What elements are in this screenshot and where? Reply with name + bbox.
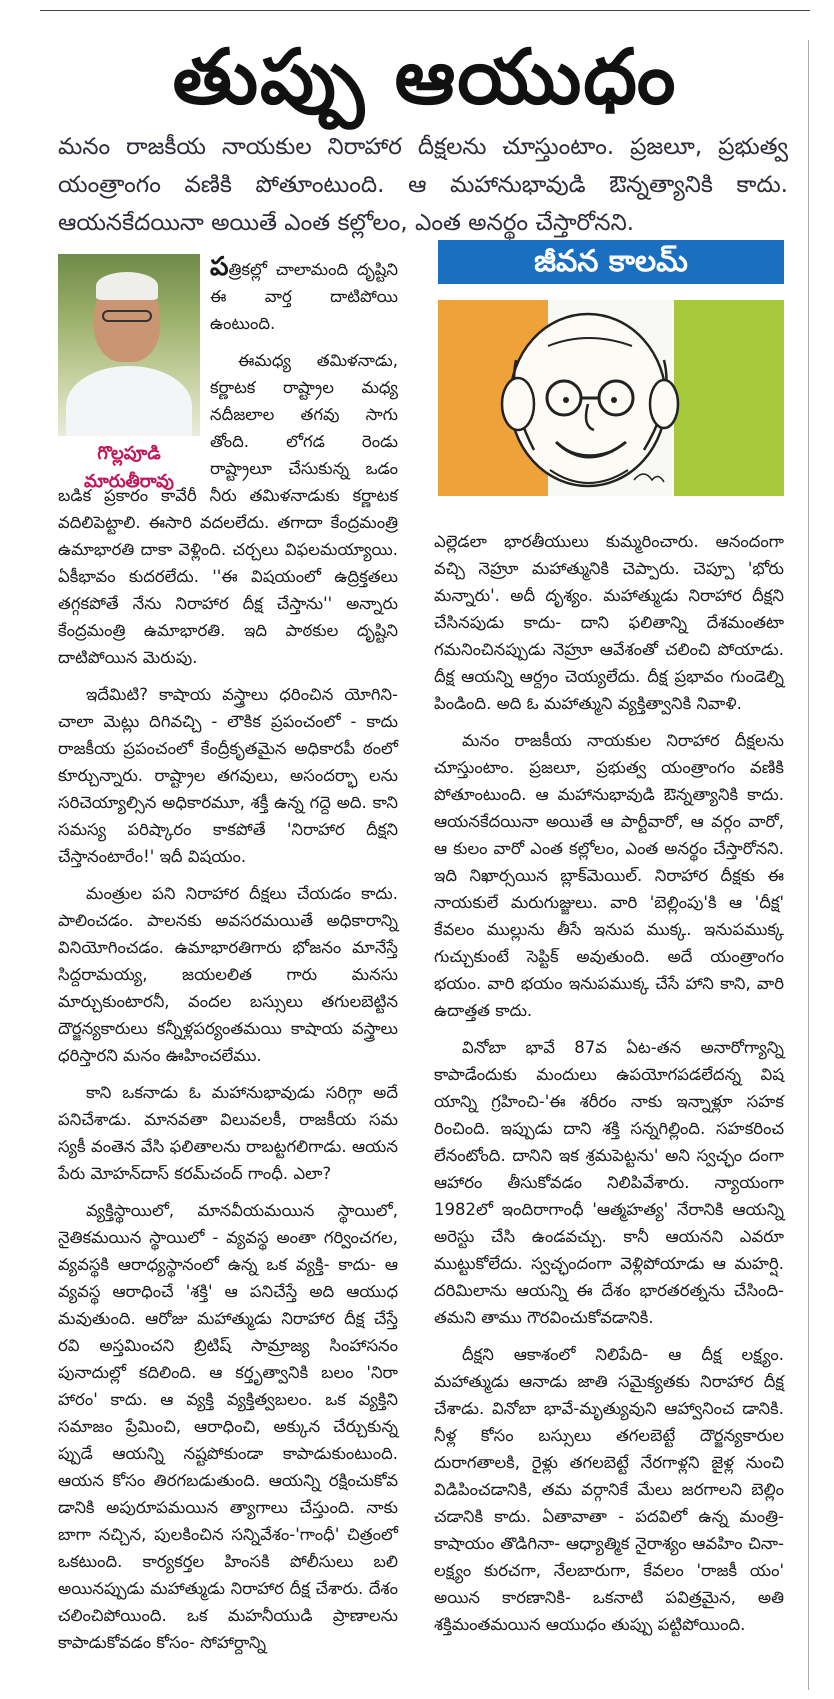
paragraph-2: ఈమధ్య తమిళనాడు, కర్ణాటక రాష్ట్రాల మధ్య నదీజలాల తగవు సాగు తోంది. లోగడ రెండు రాష్ట్రాలూ చేసుకున్న ఒడం బడిక ప్రకారం కావేరీ నీరు తమిళనాడుకు కర్ణాటక వదిలిపెట్టాలి. ఈసారి వదలలేదు. తగాదా కేంద్రమంత్రి ఉమాభారతి దాకా వెళ్లింది. చర్చలు విఫలమయ్యాయి. ఏకీభావం కుదరలేదు. ''ఈ విషయంలో ఉద్రిక్తతలు తగ్గకపోతే నేను నిరాహార దీక్ష చేస్తాను'' అన్నారు కేంద్రమంత్రి ఉమాభారతి. ఇది పాఠకుల దృష్టిని దాటిపోయిన మెరుపు.	[58, 351, 398, 667]
paragraph-4: మంత్రుల పని నిరాహార దీక్షలు చేయడం కాదు. పాలించడం. పాలనకు అవసరమయితే అధికారాన్ని వినియోగించడం. ఉమాభారతిగారు భోజనం మానేస్తే సిద్దరామయ్య, జయలలిత గారు మనసు మార్చుకుంటారనీ, వందల బస్సులు తగులబెట్టిన దౌర్జన్యకారులు కన్నీళ్లపర్యంతమయి కాషాయ వస్త్రాలు ధరిస్తారని మనం ఊహించలేము.	[58, 884, 398, 1065]
drop-cap: ప	[210, 252, 229, 282]
paragraph-3: ఇదేమిటి? కాషాయ వస్త్రాలు ధరించిన యోగిని- చాలా మెట్లు దిగివచ్చి - లౌకిక ప్రపంచంలో - కాదు రాజకీయ ప్రపంచంలో కేంద్రీకృతమైన అధికారపీ ఠంలో కూర్చున్నారు. రాష్ట్రాల తగవులు, అసందర్భా లను సరిచెయ్యాల్సిన అధికారమూ, శక్తీ ఉన్న గద్దె అది. కాని సమస్య పరిష్కారం కాకపోతే 'నిరాహార దీక్షని చేస్తానంటారేం!' ఇదీ విషయం.	[58, 685, 398, 866]
author-name-line2: మారుతీరావు	[83, 471, 175, 492]
column-title-banner: జీవన కాలమ్	[438, 240, 784, 284]
paragraph-8: మనం రాజకీయ నాయకుల నిరాహార దీక్షలను చూస్తుంటాం. ప్రజలూ, ప్రభుత్వ యంత్రాంగం వణికి పోతూంటుంది. ఆ మహానుభావుడి ఔన్నత్యానికి కాదు. ఆయనకేదయినా అయితే ఆ పార్టీవారో, ఆ వర్గం వారో, ఆ కులం వారో ఎంత కల్లోలం, ఎంత అనర్థం చేస్తారోనని. ఇది నిఖార్సయిన బ్లాక్‌మెయిల్. నిరాహార దీక్షకు ఈ నాయకులే మరుగుజ్జులు. వారి 'బెల్లింపు'కి ఆ 'దీక్ష' కేవలం ముల్లును తీసే ఇనుప ముక్క. ఇనుపముక్క గుచ్చుకుంటే సెప్టిక్ అవుతుంది. అదే యంత్రాంగం భయం. వారి భయం ఇనుపముక్క చేసే హాని కాని, వారి ఉదాత్తత కాదు.	[434, 731, 784, 1020]
paragraph-6: వ్యక్తిస్థాయిలో, మానవీయమయిన స్థాయిలో, నైతికమయిన స్థాయిలో - వ్యవస్థ అంతా గర్వించగల, వ్యవస్థకి ఆరాధ్యస్థానంలో ఉన్న ఒక వ్యక్తి- కాదు- ఆ వ్యవస్థ ఆరాధించే 'శక్తి' ఆ పనిచేస్తే అది ఆయుధ మవుతుంది. ఆరోజు మహాత్ముడు నిరాహార దీక్ష చేస్తే రవి అస్తమించని బ్రిటిష్ సామ్రాజ్య సింహాసనం పునాదుల్లో కదిలింది. ఆ కర్తృత్వానికి బలం 'నిరా హారం' కాదు. ఆ వ్యక్తి వ్యక్తిత్వబలం. ఒక వ్యక్తిని సమాజం ప్రేమించి, ఆరాధించి, అక్కున చేర్చుకున్న ప్పుడే ఆయన్ని నష్టపోకుండా కాపాడుకుంటుంది. ఆయన కోసం తిరగబడుతుంది. ఆయన్ని రక్షించుకోవ డానికి అపురూపమయిన త్యాగాలు చేస్తుంది. నాకు బాగా నచ్చిన, పులకించిన సన్నివేశం-'గాంధీ' చిత్రంలో ఒకటుంది. కార్యకర్తల హింసకి పోలీసులు బలి అయినప్పుడు మహాత్ముడు నిరాహార దీక్ష చేశారు. దేశం చలించిపోయింది. ఒక మహనీయుడి ప్రాణాలను కాపాడుకోవడం కోసం- సోహార్దాన్ని	[58, 1201, 398, 1652]
article-headline: తుప్పు ఆయుధం	[172, 32, 678, 121]
paragraph-10: దీక్షని ఆకాశంలో నిలిపేది- ఆ దీక్ష లక్ష్యం. మహాత్ముడు ఆనాడు జాతి సమైక్యతకు నిరాహార దీక్ష చేశాడు. వినోబా భావే-మృత్యువుని ఆహ్వానించ డానికి. నీళ్ల కోసం బస్సులు తగలబెట్టే దౌర్జన్యకారుల దురాగతాలకి, రైళ్లు తగలబెట్టే నేరగాళ్లని జైళ్ల నుంచి విడిపించడానికి, తమ వర్గానికే మేలు జరగాలని బెల్లిం చడానికి కాదు. ఏతావాతా - పదవిలో ఉన్న మంత్రి- కాషాయం తొడిగినా- ఆధ్యాత్మిక నైరాశ్యం ఆవహిం చినా- లక్ష్యం కురచగా, నేలబారుగా, కేవలం 'రాజకీ యం' అయిన కారణానికి- ఒకనాటి పవిత్రమైన, అతి శక్తిమంతమయిన ఆయుధం తుప్పు పట్టిపోయింది.	[434, 1345, 784, 1634]
column-divider-rule	[808, 40, 809, 1690]
paragraph-7: ఎల్లెడలా భారతీయులు కుమ్మరించారు. ఆనందంగా వచ్చి నెహ్రూ మహాత్మునికి చెప్పారు. చెప్పూ 'భోరు మన్నారు'. అదీ దృశ్యం. మహాత్ముడు నిరాహార దీక్షని చేసినపుడు కాదు- దాని ఫలితాన్ని దేశమంతటా గమనించినప్పుడు నెహ్రూ ఆవేశంతో చలించి పోయాడు. దీక్ష ఆయన్ని ఆర్ద్రం చెయ్యలేదు. దీక్ష ప్రభావం గుండెల్ని పిండింది. అది ఓ మహాత్ముని వ్యక్తిత్వానికి నివాళి.	[434, 532, 784, 713]
article-column-1	[58, 254, 398, 1656]
gandhi-caricature	[438, 300, 784, 496]
article-deck: మనం రాజకీయ నాయకుల నిరాహార దీక్షలను చూస్తుంటాం. ప్రజలూ, ప్రభుత్వ యంత్రాంగం వణికి పోతూంటుంది. ఆ మహానుభావుడి ఔన్నత్యానికి కాదు. ఆయనకేదయినా అయితే ఎంత కల్లోలం, ఎంత అనర్థం చేస్తారోనని.	[58, 134, 788, 236]
article-column-2	[434, 528, 784, 1638]
author-name-line1: గొల్లపూడి	[97, 443, 161, 464]
paragraph-5: కాని ఒకనాడు ఓ మహానుభావుడు సరిగ్గా అదే పనిచేశాడు. మానవతా విలువలకీ, రాజకీయ సమ స్యకీ వంతెన వేసి ఫలితాలను రాబట్టగలిగాడు. ఆయన పేరు మోహన్‌దాస్ కరమ్‌చంద్ గాంధీ. ఎలా?	[58, 1083, 398, 1183]
top-page-rule	[40, 0, 810, 11]
paragraph-9: వినోబా భావే 87వ ఏట-తన అనారోగ్యాన్ని కాపాడేందుకు మందులు ఉపయోగపడలేదన్న విష యాన్ని గ్రహించి-'ఈ శరీరం నాకు ఇన్నాళ్లూ సహక రించింది. ఇప్పుడు దాని శక్తి సన్నగిల్లింది. సహకరించ లేనంటోంది. దానిని ఇక శ్రమపెట్టను' అని స్వచ్ఛం దంగా ఆహారం తీసుకోవడం నిలిపివేశారు. న్యాయంగా 1982లో ఇందిరాగాంధీ 'ఆత్మహత్య' నేరానికి ఆయన్ని అరెస్టు చేసి ఉండవచ్చు. కానీ ఆయనని ఎవరూ ముట్టుకోలేదు. స్వచ్ఛందంగా వెళ్లిపోయాడు ఆ మహర్షి. దరిమిలాను ఆయన్ని ఈ దేశం భారతరత్నను చేసింది-తమని తాము గౌరవించుకోవడానికి.	[434, 1038, 784, 1327]
paragraph-1: పత్రికల్లో చాలామంది దృష్టిని ఈ వార్త దాటిపోయి ఉంటుంది.	[210, 252, 398, 333]
